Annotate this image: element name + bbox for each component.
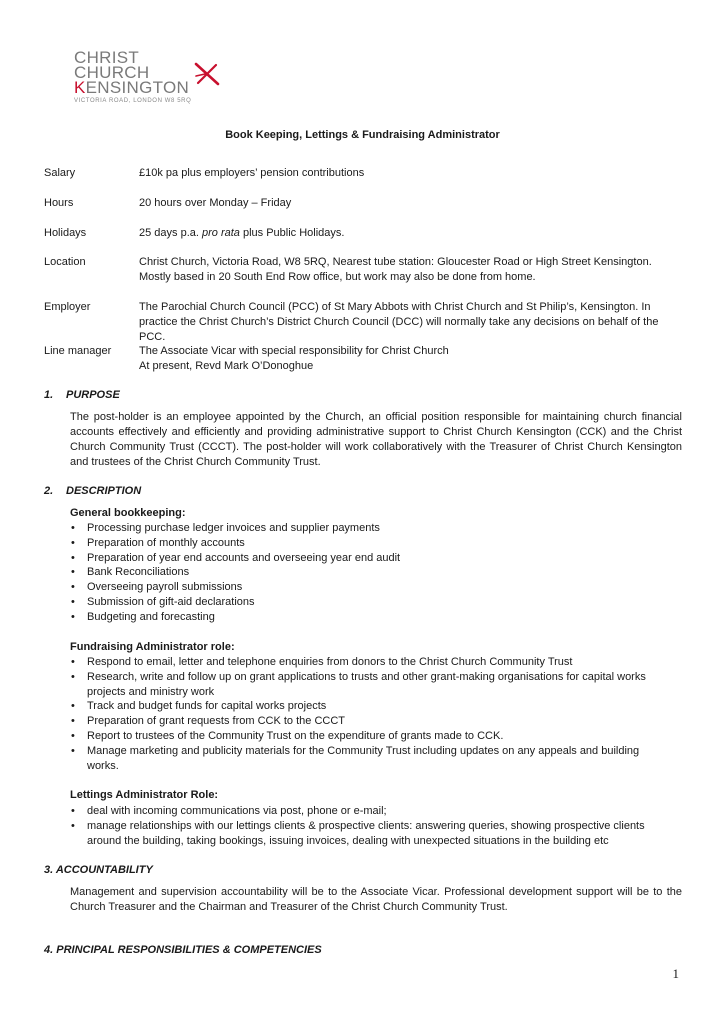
section-number: 1. — [44, 389, 54, 401]
list-item: • Bank Reconciliations — [70, 565, 670, 580]
logo-line-2: CHURCH — [74, 63, 150, 82]
section-heading-purpose — [44, 389, 120, 401]
document-title: Book Keeping, Lettings & Fundraising Administrator — [225, 129, 500, 141]
fundraising-heading: Fundraising Administrator role: — [70, 641, 235, 653]
logo-line-1: CHRIST — [74, 48, 140, 67]
section-heading-description — [44, 485, 141, 497]
section-heading-responsibilities — [44, 944, 322, 956]
detail-label: Location — [44, 256, 86, 268]
list-item: • Respond to email, letter and telephone enquiries from donors to the Christ Church Community Trust — [70, 655, 670, 670]
list-item: • Report to trustees of the Community Trust on the expenditure of grants made to CCK. — [70, 729, 670, 744]
section-number: 2. — [44, 485, 54, 497]
section-title: ACCOUNTABILITY — [55, 864, 153, 876]
holidays-pro-rata: pro rata — [202, 227, 240, 239]
lettings-list — [70, 804, 670, 848]
lettings-heading: Lettings Administrator Role: — [70, 789, 219, 801]
section-title: PRINCIPAL RESPONSIBILITIES & COMPETENCIES — [56, 944, 322, 956]
list-item: • deal with incoming communications via post, phone or e-mail; — [70, 804, 670, 819]
list-item: • manage relationships with our lettings clients & prospective clients: answering queries, showing prospective clients around the building, taking bookings, issuing invoices, dealing with unexpected situations in the building etc — [70, 819, 670, 849]
detail-label: Holidays — [44, 227, 87, 239]
section-title: PURPOSE — [66, 389, 120, 401]
list-item: • Budgeting and forecasting — [70, 610, 670, 625]
fundraising-list — [70, 655, 670, 773]
location-line-2: Mostly based in 20 South End Row office, but work may also be done from home. — [139, 271, 536, 283]
logo-initial-k: K — [74, 78, 86, 97]
detail-label: Line manager — [44, 345, 112, 357]
list-item: • Overseeing payroll submissions — [70, 580, 670, 595]
list-item: • Preparation of year end accounts and overseeing year end audit — [70, 551, 670, 566]
detail-label: Employer — [44, 301, 91, 313]
page-number: 1 — [672, 966, 679, 981]
line-manager-line-2: At present, Revd Mark O’Donoghue — [139, 360, 314, 372]
bookkeeping-list — [70, 521, 670, 625]
logo-line-3-rest: ENSINGTON — [85, 78, 190, 97]
detail-value: 20 hours over Monday – Friday — [139, 197, 292, 209]
detail-value — [139, 255, 679, 285]
section-number: 4. — [44, 944, 54, 956]
bookkeeping-heading: General bookkeeping: — [70, 507, 186, 519]
accountability-text: Management and supervision accountability will be to the Associate Vicar. Professional development support will be to the Church Treasurer and the Chairman and Treasurer of the Christ Church Community Trust. — [70, 886, 682, 913]
list-item: • Research, write and follow up on grant applications to trusts and other grant-making organisations for capital works projects and ministry work — [70, 670, 670, 700]
logo-address: VICTORIA ROAD, LONDON W8 5RQ — [74, 98, 192, 104]
christ-church-logo — [74, 49, 234, 109]
detail-value — [139, 344, 679, 374]
location-line-1: Christ Church, Victoria Road, W8 5RQ, Nearest tube station: Gloucester Road or High Street Kensington. — [139, 256, 652, 268]
purpose-text: The post-holder is an employee appointed by the Church, an official position responsible for maintaining church financial accounts effectively and efficiently and providing administrative support to Christ Church Kensington (CCK) and the Christ Church Community Trust (CCCT). The post-holder will work collaboratively with the Treasurer of Christ Church Kensington and trustees of the Christ Church Community Trust. — [70, 411, 682, 468]
line-manager-line-1: The Associate Vicar with special responsibility for Christ Church — [139, 345, 449, 357]
list-item: • Processing purchase ledger invoices and supplier payments — [70, 521, 670, 536]
detail-value — [139, 226, 679, 241]
list-item: • Submission of gift-aid declarations — [70, 595, 670, 610]
section-heading-accountability — [44, 864, 153, 876]
logo-line-3 — [74, 79, 189, 96]
list-item: • Track and budget funds for capital works projects — [70, 699, 670, 714]
list-item: • Preparation of grant requests from CCK to the CCCT — [70, 714, 670, 729]
section-title: DESCRIPTION — [66, 485, 142, 497]
detail-label: Salary — [44, 167, 76, 179]
cross-mark-icon — [193, 61, 221, 87]
detail-value: The Parochial Church Council (PCC) of St Mary Abbots with Christ Church and St Philip’s, Kensington. In practice the Christ Church’s District Church Council (DCC) will normally take any decisions on behalf of the PCC. — [139, 301, 659, 343]
detail-value: £10k pa plus employers’ pension contributions — [139, 167, 365, 179]
list-item: • Preparation of monthly accounts — [70, 536, 670, 551]
section-number: 3. — [44, 864, 54, 876]
holidays-text-after: plus Public Holidays. — [239, 227, 345, 239]
list-item: • Manage marketing and publicity materials for the Community Trust including updates on any appeals and building works. — [70, 744, 670, 774]
detail-label: Hours — [44, 197, 74, 209]
holidays-text-before: 25 days p.a. — [139, 227, 202, 239]
